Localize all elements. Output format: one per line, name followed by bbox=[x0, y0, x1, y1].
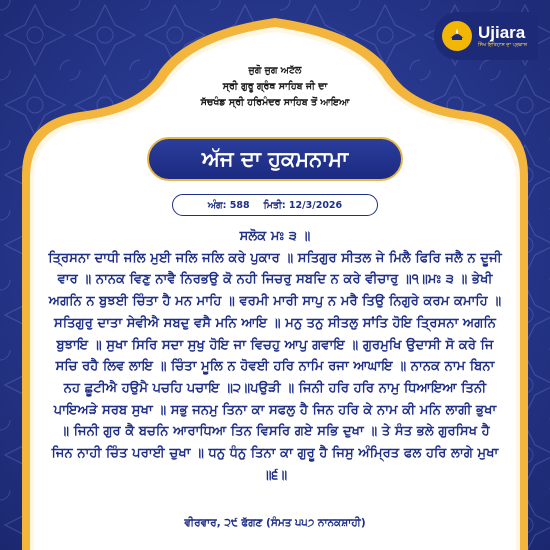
meta-info bbox=[172, 194, 378, 216]
title-banner bbox=[147, 137, 403, 181]
header-line-2: ਸ੍ਰੀ ਗੁਰੂ ਗ੍ਰੰਥ ਸਾਹਿਬ ਜੀ ਦਾ bbox=[222, 81, 328, 92]
ang-number: ਅੰਗ: 588 bbox=[207, 199, 250, 211]
brand-tagline: ਸਿੱਖ ਇਤਿਹਾਸ ਦਾ ਪ੍ਰਕਾਸ਼ bbox=[478, 42, 528, 48]
hukamnama-text bbox=[48, 226, 502, 486]
page-title: ਅੱਜ ਦਾ ਹੁਕਮਨਾਮਾ bbox=[201, 146, 349, 171]
brand-name: Ujiara bbox=[478, 23, 526, 42]
header-line-3: ਸੱਚਖੰਡ ਸ੍ਰੀ ਹਰਿਮੰਦਰ ਸਾਹਿਬ ਤੋਂ ਆਇਆ bbox=[200, 97, 350, 108]
verse-heading: ਸਲੋਕ ਮਃ ੩ ॥ bbox=[239, 229, 311, 244]
header bbox=[0, 63, 550, 111]
verse-body: ਤ੍ਰਿਸਨਾ ਦਾਧੀ ਜਲਿ ਮੁਈ ਜਲਿ ਜਲਿ ਕਰੇ ਪੁਕਾਰ ॥ ਸਤਿਗੁਰ ਸੀਤਲ ਜੇ ਮਿਲੈ ਫਿਰਿ ਜਲੈ ਨ ਦੂਜੀ ਵਾਰ ॥ ਨਾਨਕ ਵਿਣੁ ਨਾਵੈ ਨਿਰਭਉ ਕੋ ਨਹੀ ਜਿਚਰੁ ਸਬਦਿ ਨ ਕਰੇ ਵੀਚਾਰੁ ॥੧॥ਮਃ ੩ ॥ ਭੇਖੀ ਅਗਨਿ ਨ ਬੁਝਈ ਚਿੰਤਾ ਹੈ ਮਨ ਮਾਹਿ ॥ ਵਰਮੀ ਮਾਰੀ ਸਾਪੁ ਨ ਮਰੈ ਤਿਉ ਨਿਗੁਰੇ ਕਰਮ ਕਮਾਹਿ ॥ ਸਤਿਗੁਰੁ ਦਾਤਾ ਸੇਵੀਐ ਸਬਦੁ ਵਸੈ ਮਨਿ ਆਇ ॥ ਮਨੁ ਤਨੁ ਸੀਤਲੁ ਸਾਂਤਿ ਹੋਇ ਤ੍ਰਿਸਨਾ ਅਗਨਿ ਬੁਝਾਇ ॥ ਸੁਖਾ ਸਿਰਿ ਸਦਾ ਸੁਖੁ ਹੋਇ ਜਾ ਵਿਚਹੁ ਆਪੁ ਗਵਾਇ ॥ ਗੁਰਮੁਖਿ ਉਦਾਸੀ ਸੋ ਕਰੇ ਜਿ ਸਚਿ ਰਹੈ ਲਿਵ ਲਾਇ ॥ ਚਿੰਤਾ ਮੂਲਿ ਨ ਹੋਵਈ ਹਰਿ ਨਾਮਿ ਰਜਾ ਆਘਾਇ ॥ ਨਾਨਕ ਨਾਮ ਬਿਨਾ ਨਹ ਛੂਟੀਐ ਹਉਮੈ ਪਚਹਿ ਪਚਾਇ ॥੨॥ਪਉੜੀ ॥ ਜਿਨੀ ਹਰਿ ਹਰਿ ਨਾਮੁ ਧਿਆਇਆ ਤਿਨੀ ਪਾਇਅੜੇ ਸਰਬ ਸੁਖਾ ॥ ਸਭੁ ਜਨਮੁ ਤਿਨਾ ਕਾ ਸਫਲੁ ਹੈ ਜਿਨ ਹਰਿ ਕੇ ਨਾਮ ਕੀ ਮਨਿ ਲਾਗੀ ਭੁਖਾ ॥ ਜਿਨੀ ਗੁਰ ਕੈ ਬਚਨਿ ਆਰਾਧਿਆ ਤਿਨ ਵਿਸਰਿ ਗਏ ਸਭਿ ਦੁਖਾ ॥ ਤੇ ਸੰਤ ਭਲੇ ਗੁਰਸਿਖ ਹੈ ਜਿਨ ਨਾਹੀ ਚਿੰਤ ਪਰਾਈ ਚੁਖਾ ॥ ਧਨੁ ਧੰਨੁ ਤਿਨਾ ਕਾ ਗੁਰੂ ਹੈ ਜਿਸੁ ਅੰਮ੍ਰਿਤ ਫਲ ਹਰਿ ਲਾਗੇ ਮੁਖਾ ॥੬॥ bbox=[48, 250, 502, 483]
header-line-1: ਜੁਗੋ ਜੁਗ ਅਟੱਲ bbox=[248, 65, 302, 76]
footer-date: ਵੀਰਵਾਰ, ੨੯ ਫੱਗਣ (ਸੰਮਤ ੫੫੭ ਨਾਨਕਸ਼ਾਹੀ) bbox=[184, 517, 366, 529]
date-label: ਮਿਤੀ: 12/3/2026 bbox=[263, 199, 343, 211]
